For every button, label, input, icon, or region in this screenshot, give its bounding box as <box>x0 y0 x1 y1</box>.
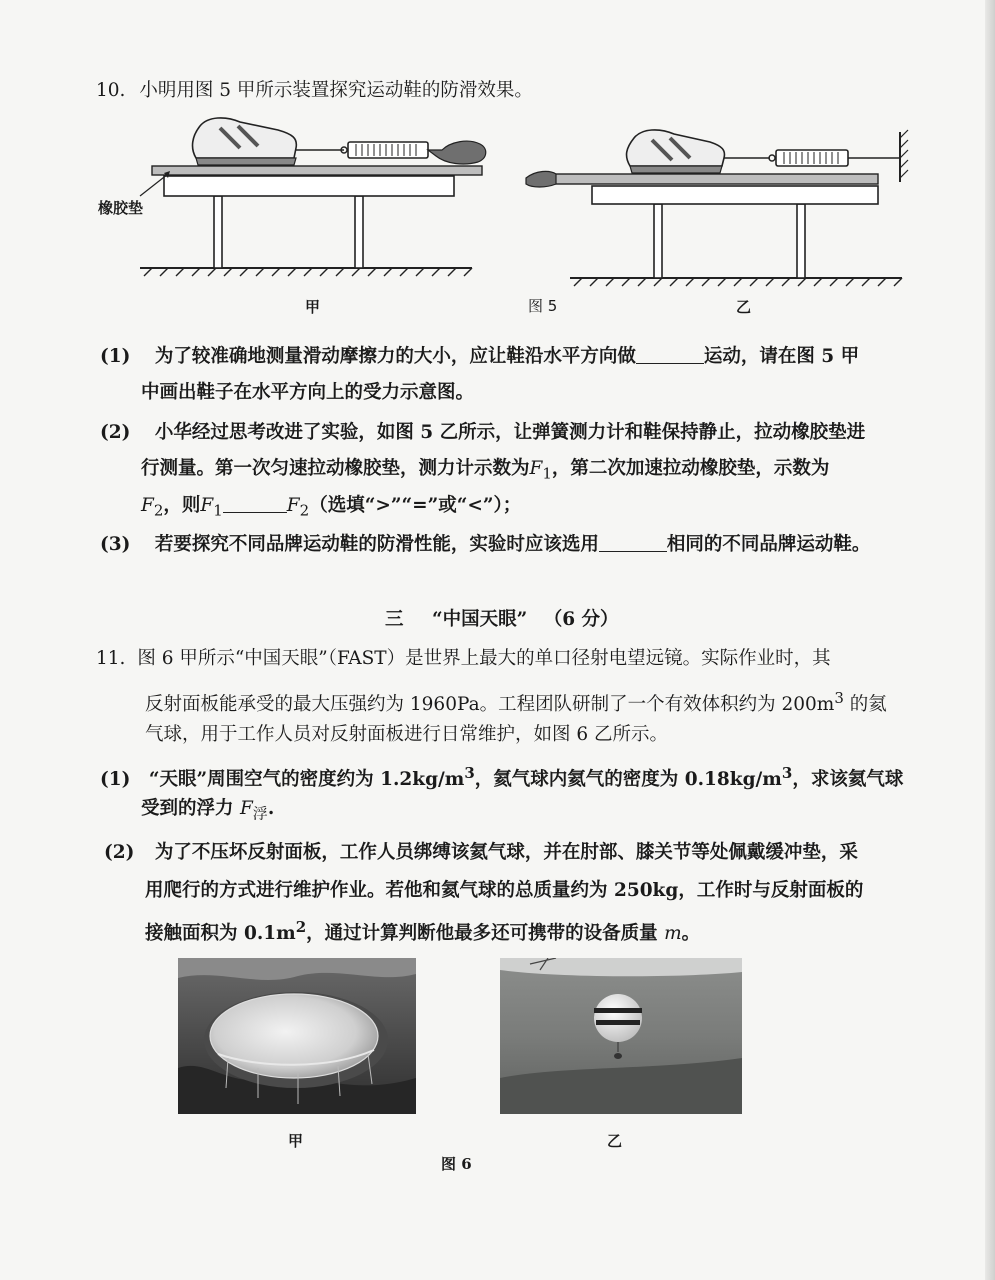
q10-F2-b-sub: 2 <box>299 501 310 520</box>
q11-part2-text-3c: 。 <box>681 923 701 945</box>
q11-part1-end: . <box>267 798 275 819</box>
q10-number: 10. <box>96 80 126 101</box>
q11-F-buoyancy-sub: 浮 <box>252 804 268 823</box>
section-3-title <box>385 607 619 633</box>
section-3-number: 三 <box>385 609 404 630</box>
q11-stem-text-2a: 反射面板能承受的最大压强约为 1960Pa。工程团队研制了一个有效体积约为 200m <box>145 694 835 716</box>
figure-6-right-caption: 乙 <box>607 1132 623 1150</box>
figure-5-left-apparatus <box>140 118 486 276</box>
q11-part1-line2 <box>141 796 274 827</box>
q11-part1-text-c: ，求该氦气球 <box>792 769 904 791</box>
figure-6-left-caption: 甲 <box>288 1132 304 1150</box>
q10-part2-text-3a: ，则 <box>163 495 201 516</box>
figure-5-right-apparatus <box>526 130 908 286</box>
q10-F1-a: F <box>529 458 543 479</box>
q10-part1-text-a: 为了较准确地测量滑动摩擦力的大小，应让鞋沿水平方向做 <box>154 346 636 367</box>
q10-part2-line2 <box>141 456 829 487</box>
q10-part3-text-b: 相同的不同品牌运动鞋。 <box>666 534 871 555</box>
q10-F2-a: F <box>141 495 154 516</box>
q11-part2-number: (2) <box>104 842 135 863</box>
q11-part1-sup1: 3 <box>464 764 475 782</box>
q10-F1-b: F <box>200 495 214 516</box>
figure-6-right-photo <box>500 958 742 1114</box>
q10-part2-line3 <box>141 493 521 524</box>
q10-part1-line1 <box>100 344 859 370</box>
q10-stem <box>96 78 533 104</box>
q10-part2-text-2b: ，第二次加速拉动橡胶垫，示数为 <box>551 458 830 479</box>
q10-part1-line2: 中画出鞋子在水平方向上的受力示意图。 <box>141 382 475 403</box>
q11-part1-number: (1) <box>100 769 131 791</box>
q11-part2-text-1: 为了不压坏反射面板，工作人员绑缚该氦气球，并在肘部、膝关节等处佩戴缓冲垫，采 <box>154 842 858 863</box>
q10-part2-text-2a: 行测量。第一次匀速拉动橡胶垫，测力计示数为 <box>141 458 530 479</box>
section-3-name: “中国天眼” <box>431 609 528 630</box>
q11-part2-line3 <box>145 914 700 947</box>
q11-part1-text-a: “天眼”周围空气的密度约为 1.2kg/m <box>148 769 465 791</box>
q11-stem-line1 <box>96 646 831 672</box>
q11-stem-sup: 3 <box>834 689 844 707</box>
q11-stem-line3: 气球，用于工作人员对反射面板进行日常维护，如图 6 乙所示。 <box>145 724 669 745</box>
figure-5-right-caption: 乙 <box>736 298 752 316</box>
q11-part2-text-3a: 接触面积为 0.1m <box>145 923 296 945</box>
section-3-score: （6 分） <box>543 609 619 630</box>
q10-stem-text: 小明用图 5 甲所示装置探究运动鞋的防滑效果。 <box>139 80 533 101</box>
figure-6-caption: 图 6 <box>441 1155 472 1173</box>
q10-part3-blank[interactable] <box>599 533 667 552</box>
q10-part1-number: (1) <box>100 346 131 367</box>
page-right-edge <box>985 0 995 1280</box>
q11-part1-line1 <box>100 760 903 793</box>
figure-6-left-photo <box>178 958 416 1114</box>
q11-part1-sup2: 3 <box>781 764 793 782</box>
q11-part2-line1 <box>104 840 858 866</box>
figure-5 <box>80 108 920 323</box>
q11-part1-text-b: ，氦气球内氦气的密度为 0.18kg/m <box>474 769 782 791</box>
q11-part2-sup: 2 <box>295 918 307 936</box>
q11-part1-text-2: 受到的浮力 <box>141 798 240 819</box>
figure-5-caption: 图 5 <box>528 297 558 315</box>
q11-stem-text-2b: 的氦 <box>843 694 887 716</box>
q11-mass-m: m <box>664 923 682 945</box>
q10-part2-number: (2) <box>100 422 131 443</box>
q10-part3-line <box>100 532 870 558</box>
q10-F2-b: F <box>286 495 300 516</box>
q10-part2-line1 <box>100 420 865 446</box>
q10-F2-a-sub: 2 <box>153 501 164 520</box>
q10-part3-number: (3) <box>100 534 131 555</box>
rubber-pad-label: 橡胶垫 <box>98 199 144 217</box>
q10-part2-blank[interactable] <box>223 494 287 513</box>
q10-F1-a-sub: 1 <box>542 464 552 483</box>
q10-F1-b-sub: 1 <box>213 501 223 520</box>
q11-F-buoyancy: F <box>239 798 253 819</box>
figure-5-left-caption: 甲 <box>305 298 321 316</box>
q11-part2-text-3b: ，通过计算判断他最多还可携带的设备质量 <box>306 923 665 945</box>
q10-part1-text-b: 运动，请在图 5 甲 <box>703 346 860 367</box>
q10-part3-text-a: 若要探究不同品牌运动鞋的防滑性能，实验时应该选用 <box>154 534 599 555</box>
q11-number: 11. <box>96 648 126 669</box>
q10-part2-text-1: 小华经过思考改进了实验，如图 5 乙所示，让弹簧测力计和鞋保持静止，拉动橡胶垫进 <box>154 422 866 443</box>
q11-stem-text-1: 图 6 甲所示“中国天眼”（FAST）是世界上最大的单口径射电望远镜。实际作业时，其 <box>137 648 831 669</box>
q11-stem-line2 <box>145 685 887 718</box>
q11-part2-line2: 用爬行的方式进行维护作业。若他和氦气球的总质量约为 250kg，工作时与反射面板的 <box>145 880 864 901</box>
q10-part1-blank[interactable] <box>636 345 704 364</box>
q10-part2-text-3b: （选填“>”“=”或“<”）； <box>309 495 522 516</box>
